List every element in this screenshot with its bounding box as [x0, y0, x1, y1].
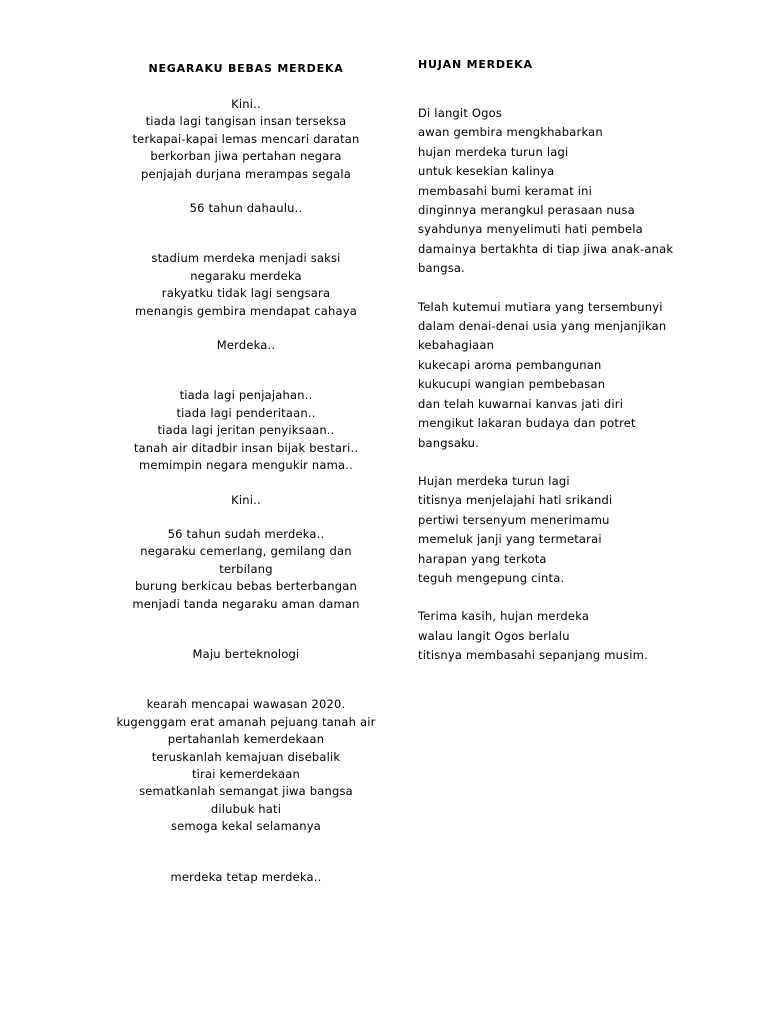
- poem-title: HUJAN MERDEKA: [418, 58, 533, 71]
- poem-line: tiada lagi tangisan insan terseksa: [145, 114, 347, 129]
- poem-line: teruskanlah kemajuan disebalik tirai kemerdekaan: [151, 749, 341, 781]
- poem-line: stadium merdeka menjadi saksi: [151, 251, 341, 266]
- poem-line: negaraku cemerlang, gemilang dan terbilang: [140, 544, 352, 576]
- poem-line: negaraku merdeka: [190, 268, 302, 283]
- poem-line: kearah mencapai wawasan 2020.: [146, 697, 346, 712]
- poem-line: Kini..: [231, 492, 261, 507]
- poem-line: burung berkicau bebas berterbangan: [135, 579, 357, 594]
- poem-line: Di langit Ogos: [418, 106, 503, 120]
- poem-line: Terima kasih, hujan merdeka: [418, 609, 590, 624]
- poem-line: harapan yang terkota: [418, 551, 547, 566]
- stanza: [100, 387, 392, 474]
- poem-line: tiada lagi jeritan penyiksaan..: [157, 423, 335, 438]
- poem-line: pertahanlah kemerdekaan: [167, 732, 325, 747]
- poem-line: Telah kutemui mutiara yang tersembunyi: [418, 299, 663, 314]
- poem-line: Merdeka..: [216, 338, 276, 353]
- poem-negaraku-bebas-merdeka: [100, 60, 392, 886]
- poem-line: awan gembira mengkhabarkan: [418, 125, 603, 140]
- stanza: [100, 337, 392, 354]
- stanza: [418, 104, 718, 279]
- poem-line: menangis gembira mendapat cahaya: [135, 303, 357, 318]
- poem-line: tiada lagi penderitaan..: [176, 405, 316, 420]
- poem-line: bangsa.: [418, 261, 466, 276]
- poem-line: semoga kekal selamanya: [170, 819, 322, 834]
- stanza: [100, 646, 392, 663]
- poem-line: bangsaku.: [418, 435, 480, 450]
- poem-line: memimpin negara mengukir nama..: [139, 458, 353, 473]
- stanza: [100, 492, 392, 509]
- poem-line: tiada lagi penjajahan..: [179, 388, 313, 403]
- poem-line: titisnya membasahi sepanjang musim.: [418, 648, 648, 663]
- poem-line: kugenggam erat amanah pejuang tanah air: [116, 714, 376, 729]
- poem-line: merdeka tetap merdeka..: [170, 869, 322, 884]
- poem-line: dalam denai-denai usia yang menjanjikan: [418, 319, 667, 334]
- poem-line: untuk kesekian kalinya: [418, 164, 555, 179]
- poem-line: kukecapi aroma pembangunan: [418, 357, 602, 372]
- poem-line: kukucupi wangian pembebasan: [418, 377, 606, 392]
- stanza: [418, 607, 718, 665]
- poem-line: memeluk janji yang termetarai: [418, 532, 602, 547]
- poem-line: 56 tahun dahaulu..: [189, 201, 303, 216]
- stanza: [100, 696, 392, 835]
- poem-line: dinginnya merangkul perasaan nusa: [418, 203, 635, 218]
- stanza: [100, 869, 392, 886]
- poem-line: penjajah durjana merampas segala: [141, 166, 351, 181]
- poem-hujan-merdeka: [418, 56, 718, 666]
- poem-line: teguh mengepung cinta.: [418, 570, 565, 585]
- stanza: [100, 200, 392, 217]
- poem-line: kebahagiaan: [418, 338, 495, 353]
- poem-line: syahdunya menyelimuti hati pembela: [418, 222, 643, 237]
- poem-line: pertiwi tersenyum menerimamu: [418, 512, 610, 527]
- poem-line: hujan merdeka turun lagi: [418, 144, 569, 159]
- stanza: [100, 526, 392, 613]
- stanza: [100, 96, 392, 183]
- stanza: [100, 250, 392, 320]
- poem-line: tanah air ditadbir insan bijak bestari..: [133, 440, 359, 455]
- poem-line: titisnya menjelajahi hati srikandi: [418, 493, 613, 508]
- poem-line: terkapai-kapai lemas mencari daratan: [132, 131, 360, 146]
- stanza: [418, 298, 718, 453]
- poem-line: Kini..: [231, 97, 261, 111]
- stanza: [418, 472, 718, 588]
- poem-line: menjadi tanda negaraku aman daman: [132, 596, 360, 611]
- poem-line: 56 tahun sudah merdeka..: [167, 526, 325, 541]
- poem-line: Hujan merdeka turun lagi: [418, 473, 570, 488]
- poem-line: Maju berteknologi: [192, 646, 300, 661]
- poem-line: sematkanlah semangat jiwa bangsa dilubuk hati: [139, 784, 353, 816]
- poem-line: dan telah kuwarnai kanvas jati diri: [418, 396, 624, 411]
- poem-line: damainya bertakhta di tiap jiwa anak-anak: [418, 241, 674, 256]
- poem-line: rakyatku tidak lagi sengsara: [161, 286, 331, 301]
- poem-title: NEGARAKU BEBAS MERDEKA: [148, 62, 344, 75]
- poem-line: berkorban jiwa pertahan negara: [150, 149, 342, 164]
- poem-line: walau langit Ogos berlalu: [418, 628, 570, 643]
- poem-line: mengikut lakaran budaya dan potret: [418, 416, 636, 431]
- poem-line: membasahi bumi keramat ini: [418, 183, 593, 198]
